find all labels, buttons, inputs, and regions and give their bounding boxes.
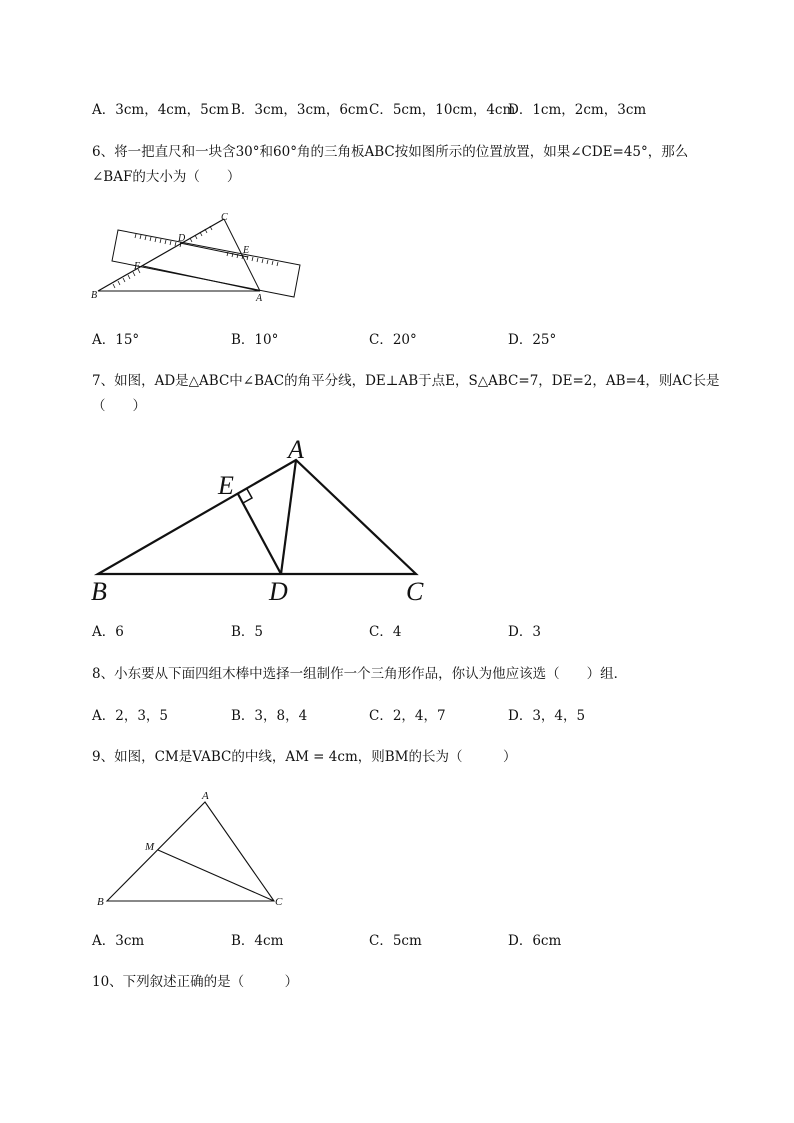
q9-option-d: D．6cm <box>508 933 562 949</box>
q6-option-b: B．10° <box>231 332 279 348</box>
q8-option-c: C．2，4，7 <box>369 708 446 724</box>
q7-stem-line1: 7、如图，AD是△ABC中∠BAC的角平分线，DE⊥AB于点E，S△ABC=7，DE=2，AB=4，则AC长是 <box>92 373 720 389</box>
q8-option-d: D．3，4，5 <box>508 708 586 724</box>
q6-label-a: A <box>256 293 263 304</box>
q6-label-c: C <box>221 212 228 223</box>
q6-label-f: F <box>134 261 141 272</box>
q8-option-b: B．3，8，4 <box>231 708 308 724</box>
q9-label-a: A <box>202 790 209 802</box>
q6-option-c: C．20° <box>369 332 417 348</box>
q8-option-a: A．2，3，5 <box>92 708 169 724</box>
q6-stem-line2: ∠BAF的大小为（ ） <box>92 169 241 185</box>
ruler-shape <box>112 230 300 297</box>
q5-option-b: B．3cm，3cm，6cm <box>231 102 369 118</box>
q10-stem: 10、下列叙述正确的是（ ） <box>92 974 299 990</box>
q6-label-d: D <box>178 233 186 244</box>
q7-figure <box>88 432 438 607</box>
q9-option-a: A．3cm <box>92 933 145 949</box>
q6-label-e: E <box>243 245 250 256</box>
q7-label-b: B <box>91 577 107 606</box>
q7-option-c: C．4 <box>369 624 402 640</box>
q9-figure <box>92 785 302 915</box>
q9-stem: 9、如图，CM是VABC的中线，AM = 4cm，则BM的长为（ ） <box>92 749 517 765</box>
q7-option-b: B．5 <box>231 624 264 640</box>
q7-label-e: E <box>218 471 234 500</box>
q7-label-d: D <box>269 577 288 606</box>
q6-stem-line1: 6、将一把直尺和一块含30°和60°角的三角板ABC按如图所示的位置放置，如果∠CDE=45°，那么 <box>92 144 689 160</box>
q6-option-a: A．15° <box>92 332 140 348</box>
q9-option-b: B．4cm <box>231 933 284 949</box>
q6-label-b: B <box>91 290 98 301</box>
q6-figure <box>88 205 308 305</box>
q6-option-d: D．25° <box>508 332 557 348</box>
q5-option-c: C．5cm，10cm，4cm <box>369 102 516 118</box>
q8-stem: 8、小东要从下面四组木棒中选择一组制作一个三角形作品，你认为他应该选（ ）组． <box>92 666 628 682</box>
q7-stem-line2: （ ） <box>92 398 146 414</box>
q9-label-b: B <box>97 896 104 908</box>
q9-label-c: C <box>275 896 283 908</box>
q9-option-c: C．5cm <box>369 933 422 949</box>
q9-label-m: M <box>145 841 155 853</box>
q7-label-c: C <box>406 577 424 606</box>
q7-option-d: D．3 <box>508 624 541 640</box>
q5-option-a: A．3cm，4cm，5cm <box>92 102 230 118</box>
q5-option-d: D．1cm，2cm，3cm <box>508 102 647 118</box>
q7-option-a: A．6 <box>92 624 124 640</box>
q7-label-a: A <box>288 435 304 464</box>
